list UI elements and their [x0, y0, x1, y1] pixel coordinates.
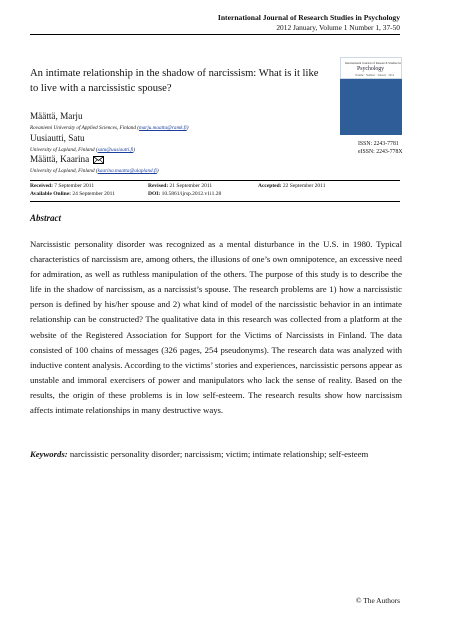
- copyright: © The Authors: [355, 596, 400, 605]
- author-name-3: [30, 154, 104, 164]
- author-email-link[interactable]: satu@uusiautti.fi: [97, 147, 134, 153]
- author-affiliation-3: University of Lapland, Finland (kaarina.maatta@ulapland.fi): [30, 168, 159, 174]
- paper-title: An intimate relationship in the shadow of narcissism: What is it like to live with a narcissistic spouse?: [30, 68, 319, 94]
- envelope-icon[interactable]: [93, 156, 104, 164]
- affiliation-text: University of Lapland, Finland: [30, 168, 95, 174]
- abstract-body: Narcissistic personality disorder was recognized as a mental disturbance in the U.S. in 1980. Typical characteristics of narcissism are, among others, the illusions of one’s own omnipotence, an excessive need for admiration, as well as ruthless manipulation of the others. The purpose of this study is to describe the life in the shadow of narcissism, as a narcissist’s spouse. The research problems are 1) how a narcissistic person is defined by his/her spouse and 2) what kind of model of the narcissistic behavior in an intimate relationship can be constructed? The qualitative data in this research was collected from a platform at the website of the Registered Association for Support for the Victims of Narcissists in Finland. The data consisted of 100 chains of messages (326 pages, 254 pseudonyms). The research data was analyzed with inductive content analysis. According to the victims’ stories and experiences, narcissistic persons appear as unstable and immoral exercisers of power and manipulators who lack the sense of reality. Based on the results, the origin of these problems is in low self-esteem. The research results show how narcissism affects intimate relationships in many destructive ways.: [30, 239, 402, 416]
- dates-bottom-rule: [30, 201, 400, 202]
- author-affiliation-1: Rovaniemi University of Applied Sciences, Finland (marju.maatta@ramk.fi): [30, 125, 189, 131]
- issn-online: eISSN: 2243-778X: [358, 149, 403, 155]
- author-name-1: Määttä, Marju: [30, 111, 83, 121]
- received-date: Received: 7 September 2011: [30, 183, 95, 189]
- author-email-link[interactable]: marju.maatta@ramk.fi: [138, 125, 187, 131]
- doi: DOI: 10.5861/ijrsp.2012.v1i1.28: [148, 191, 222, 197]
- journal-cover-image: [340, 57, 402, 135]
- author-email-link[interactable]: kaarina.maatta@ulapland.fi: [97, 168, 157, 174]
- author-name-text: Määttä, Kaarina: [30, 154, 90, 164]
- header-rule: [30, 34, 400, 35]
- cover-sub: Volume · Number · January · 2012: [355, 74, 395, 77]
- keywords-text: narcissistic personality disorder; narcissism; victim; intimate relationship; self-esteem: [69, 449, 369, 459]
- keywords: [30, 447, 402, 462]
- affiliation-text: University of Lapland, Finland: [30, 147, 95, 153]
- affiliation-text: Rovaniemi University of Applied Sciences, Finland: [30, 125, 136, 131]
- revised-date: Revised: 21 September 2011: [148, 183, 213, 189]
- author-affiliation-2: University of Lapland, Finland (satu@uusiautti.fi): [30, 147, 136, 153]
- cover-name: Psychology: [357, 66, 385, 72]
- author-name-2: Uusiautti, Satu: [30, 133, 85, 143]
- keywords-label: Keywords:: [30, 449, 68, 459]
- issn-print: ISSN: 2243-7781: [358, 141, 399, 147]
- journal-issue: 2012 January, Volume 1 Number 1, 37-50: [276, 23, 400, 32]
- cover-header: [340, 57, 402, 79]
- journal-title: International Journal of Research Studies in Psychology: [217, 13, 400, 22]
- dates-top-rule: [30, 180, 400, 181]
- online-date: Available Online: 24 September 2011: [30, 191, 115, 197]
- cover-small-text: International Journal of Research Studies in: [345, 61, 401, 65]
- abstract-heading: Abstract: [30, 213, 62, 223]
- accepted-date: Accepted: 22 September 2011: [258, 183, 326, 189]
